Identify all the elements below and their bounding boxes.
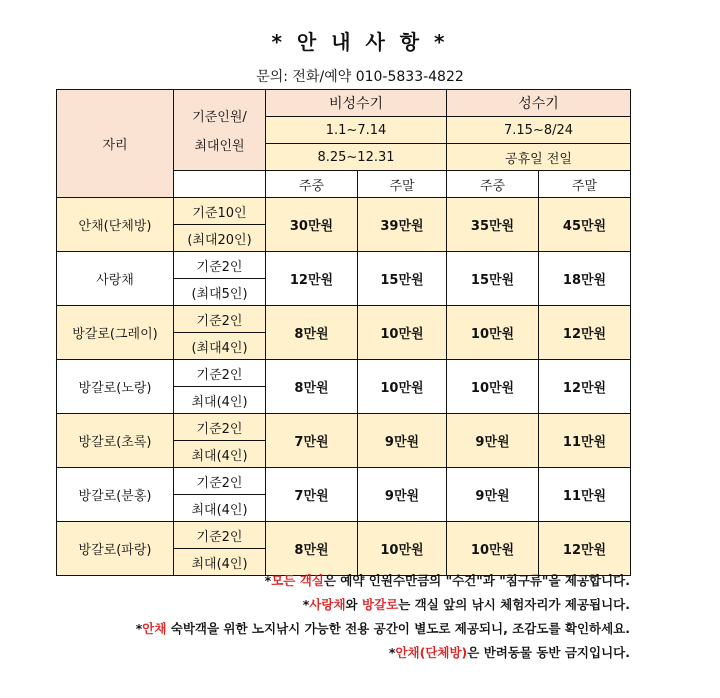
- price-peak-weekend: 11만원: [539, 414, 631, 468]
- price-peak-weekend: 12만원: [539, 306, 631, 360]
- header-peak: 성수기: [447, 90, 631, 117]
- room-max-capacity: 최대(4인): [174, 387, 266, 414]
- table-row: [57, 306, 631, 333]
- price-peak-weekend: 12만원: [539, 522, 631, 576]
- note-bullet: *: [264, 573, 272, 588]
- header-peak-period2: 공휴일 전일: [447, 144, 631, 171]
- room-base-capacity: 기준2인: [174, 306, 266, 333]
- price-peak-weekday: 10만원: [447, 522, 539, 576]
- note-highlight: 모든 객실: [271, 573, 324, 588]
- note-no-pets: [0, 641, 630, 665]
- price-offpeak-weekend: 39만원: [358, 198, 447, 252]
- room-max-capacity: (최대5인): [174, 279, 266, 306]
- header-capacity-empty: [174, 171, 266, 198]
- price-offpeak-weekday: 8만원: [266, 522, 358, 576]
- page-title: * 안 내 사 항 *: [271, 30, 449, 54]
- room-max-capacity: (최대4인): [174, 333, 266, 360]
- note-text: 은 예약 인원수만큼의 "수건"과 "침구류"을 제공합니다.: [323, 573, 630, 588]
- price-offpeak-weekend: 9만원: [358, 468, 447, 522]
- room-max-capacity: 최대(4인): [174, 549, 266, 576]
- price-offpeak-weekday: 30만원: [266, 198, 358, 252]
- note-highlight: 안채: [142, 621, 167, 636]
- header-capacity-line2: 최대인원: [194, 139, 245, 154]
- note-private-fishing: [0, 617, 630, 641]
- header-capacity: [174, 90, 266, 171]
- price-offpeak-weekend: 15만원: [358, 252, 447, 306]
- price-peak-weekend: 18만원: [539, 252, 631, 306]
- header-capacity-line1: 기준인원/: [192, 110, 247, 125]
- price-offpeak-weekend: 10만원: [358, 360, 447, 414]
- price-offpeak-weekday: 8만원: [266, 360, 358, 414]
- price-offpeak-weekday: 7만원: [266, 414, 358, 468]
- room-name: 방갈로(그레이): [57, 306, 174, 360]
- table-row: [57, 252, 631, 279]
- price-offpeak-weekday: 8만원: [266, 306, 358, 360]
- price-table: [56, 89, 631, 576]
- header-offpeak: 비성수기: [266, 90, 447, 117]
- room-name: 방갈로(파랑): [57, 522, 174, 576]
- note-text-mid: 와: [345, 597, 362, 612]
- room-max-capacity: (최대20인): [174, 225, 266, 252]
- price-peak-weekend: 12만원: [539, 360, 631, 414]
- contact-info: 문의: 전화/예약 010-5833-4822: [256, 69, 464, 85]
- price-peak-weekend: 45만원: [539, 198, 631, 252]
- note-highlight-2: 방갈로: [361, 597, 399, 612]
- note-text: 는 객실 앞의 낚시 체험자리가 제공됩니다.: [398, 597, 630, 612]
- header-peak-weekend: 주말: [539, 171, 631, 198]
- header-peak-period1: 7.15~8/24: [447, 117, 631, 144]
- price-peak-weekday: 35만원: [447, 198, 539, 252]
- price-offpeak-weekday: 12만원: [266, 252, 358, 306]
- note-bullet: *: [302, 597, 310, 612]
- price-peak-weekday: 10만원: [447, 360, 539, 414]
- note-fishing-spot: [0, 593, 630, 617]
- room-name: 방갈로(초록): [57, 414, 174, 468]
- note-text: 은 반려동물 동반 금지입니다.: [467, 645, 630, 660]
- price-offpeak-weekday: 7만원: [266, 468, 358, 522]
- price-table-body: [57, 90, 631, 576]
- price-offpeak-weekend: 10만원: [358, 306, 447, 360]
- price-peak-weekday: 9만원: [447, 468, 539, 522]
- room-name: 방갈로(분홍): [57, 468, 174, 522]
- header-offpeak-weekday: 주중: [266, 171, 358, 198]
- price-peak-weekday: 10만원: [447, 306, 539, 360]
- note-towels: [0, 569, 630, 593]
- room-base-capacity: 기준2인: [174, 522, 266, 549]
- note-highlight: 안채(단체방): [395, 645, 468, 660]
- header-offpeak-period1: 1.1~7.14: [266, 117, 447, 144]
- room-name: 사랑채: [57, 252, 174, 306]
- room-name: 방갈로(노랑): [57, 360, 174, 414]
- table-row: [57, 522, 631, 549]
- notes: [0, 569, 630, 665]
- room-max-capacity: 최대(4인): [174, 441, 266, 468]
- header-offpeak-period2: 8.25~12.31: [266, 144, 447, 171]
- room-base-capacity: 기준10인: [174, 198, 266, 225]
- note-highlight: 사랑채: [309, 597, 346, 612]
- price-peak-weekend: 11만원: [539, 468, 631, 522]
- price-peak-weekday: 9만원: [447, 414, 539, 468]
- room-name: 안채(단체방): [57, 198, 174, 252]
- table-row: [57, 468, 631, 495]
- room-base-capacity: 기준2인: [174, 468, 266, 495]
- room-base-capacity: 기준2인: [174, 360, 266, 387]
- price-offpeak-weekend: 10만원: [358, 522, 447, 576]
- price-peak-weekday: 15만원: [447, 252, 539, 306]
- header-seat: 자리: [57, 90, 174, 198]
- room-base-capacity: 기준2인: [174, 252, 266, 279]
- table-row: [57, 414, 631, 441]
- price-offpeak-weekend: 9만원: [358, 414, 447, 468]
- room-base-capacity: 기준2인: [174, 414, 266, 441]
- header-peak-weekday: 주중: [447, 171, 539, 198]
- note-bullet: *: [388, 645, 396, 660]
- table-row: [57, 198, 631, 225]
- room-max-capacity: 최대(4인): [174, 495, 266, 522]
- table-row: [57, 360, 631, 387]
- note-text: 숙박객을 위한 노지낚시 가능한 전용 공간이 별도로 제공되니, 조감도를 확인하세요.: [166, 621, 630, 636]
- header-offpeak-weekend: 주말: [358, 171, 447, 198]
- note-bullet: *: [135, 621, 143, 636]
